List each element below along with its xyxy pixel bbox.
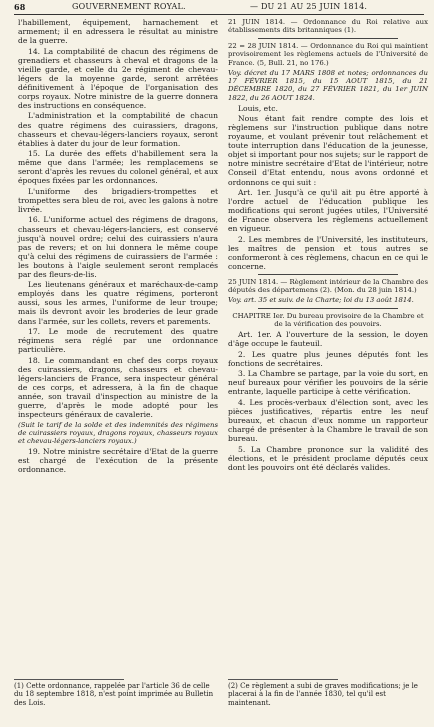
entry-25-juin-reference: Voy. art. 35 et suiv. de la Charte; loi du 13 août 1814.: [228, 296, 414, 305]
article-17: 17. Le mode de recrutement des quatre régimens sera réglé par une ordonnance particulière.: [18, 327, 218, 355]
page-number: 68: [14, 2, 26, 12]
article-16: 16. L'uniforme actuel des régimens de dragons, chasseurs et chevau-légers-lanciers, est conservé jusqu'à nouvel ordre; celui des cuirassiers n'aura pas de revers; et on lui donnera le même coupe qu'à celui des régimens de cuirassiers de l'armée : les boutons à l'aigle seulement seront remplacés par des fleurs-de-lis.: [18, 215, 218, 279]
article-1: Art. 1er. Jusqu'à ce qu'il ait pu être apporté à l'ordre actuel de l'éducation publique les modifications qui seront jugées utiles, l'Université de France observera les règlemens actuellement en vigueur.: [228, 188, 428, 234]
divider: [258, 274, 398, 275]
running-date: — DU 21 AU 25 JUIN 1814.: [250, 2, 368, 11]
article-15: 15. La durée des effets d'habillement sera la même que dans l'armée; les remplacemens se seront d'après les revues du colonel général, et aux époques fixées par les ordonnances.: [18, 149, 218, 186]
page-header: [14, 2, 424, 14]
reglement-article-1: Art. 1er. A l'ouverture de la session, le doyen d'âge occupe le fauteuil.: [228, 330, 428, 349]
divider: [258, 38, 398, 39]
footnote-rule: [228, 679, 338, 680]
reglement-article-3: 3. La Chambre se partage, par la voie du sort, en neuf bureaux pour vérifier les pouvoirs de la série entrante, laquelle participe à cette vérification.: [228, 369, 428, 397]
reglement-article-2: 2. Les quatre plus jeunes députés font les fonctions de secrétaires.: [228, 349, 428, 368]
article-2: 2. Les membres de l'Université, les instituteurs, les maîtres de pension et tous autres se conformeront à ces règlemens, chacun en ce qui le concerne.: [228, 234, 428, 271]
footnote-1: (1) Cette ordonnance, rappelée par l'article 36 de celle du 18 septembre 1818, n'est point imprimée au Bulletin des Lois.: [14, 682, 214, 707]
paragraph: l'habillement, équipement, harnachement et armement; il en adressera le résultat au ministre de la guerre.: [18, 18, 218, 46]
running-title: GOUVERNEMENT ROYAL.: [72, 2, 186, 11]
article-14: 14. La comptabilité de chacun des régimens de grenadiers et chasseurs à cheval et dragons de la vieille garde, et celle du 2e régiment de chevau-légers de la moyenne garde, seront arrêtées définitivement à l'époque de l'organisation des corps royaux. Notre ministre de la guerre donnera des instructions en conséquence.: [18, 46, 218, 110]
entry-22-juin-title: 22 = 28 JUIN 1814. — Ordonnance du Roi qui maintient provisoirement les règlemens actuels de l'Université de France. (5, Bull. 21, no 176.): [228, 41, 428, 67]
header-rule: [14, 14, 424, 15]
preamble: Nous étant fait rendre compte des lois et règlemens sur l'instruction publique dans notre royaume, et voulant prévenir tout relâchement et toute interruption dans l'éducation de la jeunesse, objet si important pour nos sujets; sur le rapport de notre ministre secrétaire d'Etat de l'intérieur, notre Conseil d'Etat entendu, nous avons ordonné et ordonnons ce qui suit :: [228, 114, 428, 187]
article-18: 18. Le commandant en chef des corps royaux des cuirassiers, dragons, chasseurs et chevau-légers-lanciers de France, sera inspecteur général de ces corps, et adressera, à la fin de chaque année, son travail d'inspection au ministre de la guerre, d'après le mode adopté pour les inspecteurs généraux de cavalerie.: [18, 355, 218, 419]
reglement-article-4: 4. Les procès-verbaux d'élection sont, avec les pièces justificatives, répartis entre les neuf bureaux, et chacun d'eux nomme un rapporteur chargé de présenter à la Chambre le travail de son bureau.: [228, 397, 428, 444]
chapter-heading: CHAPITRE Ier. Du bureau provisoire de la Chambre et de la vérification des pouvoirs.: [232, 311, 424, 329]
footnote-rule: [14, 679, 124, 680]
right-column: [228, 18, 428, 473]
paragraph: Les lieutenans généraux et maréchaux-de-camp employés dans les quatre régimens, porteront aussi, sous les armes, l'uniforme de leur troupe; mais ils devront avoir les broderies de leur grade dans l'armée, sur les collets, revers et parements.: [18, 280, 218, 326]
reglement-article-5: 5. La Chambre prononce sur la validité des élections, et le président proclame députés ceux dont les pouvoirs ont été déclarés valides.: [228, 444, 428, 472]
article-19: 19. Notre ministre secrétaire d'Etat de la guerre est chargé de l'exécution de la présente ordonnance.: [18, 447, 218, 475]
entry-25-juin-title: 25 JUIN 1814. — Règlement intérieur de la Chambre des députés des départemens (2). (Mon. du 28 juin 1814.): [228, 278, 428, 295]
paragraph: L'uniforme des brigadiers-trompettes et trompettes sera bleu de roi, avec les galons à notre livrée.: [18, 186, 218, 214]
footnote-2: (2) Ce règlement a subi de graves modifications; je le placerai à la fin de l'année 1830, tel qu'il est maintenant.: [228, 682, 418, 707]
entry-21-juin: 21 JUIN 1814. — Ordonnance du Roi relative aux établissements dits britanniques (1).: [228, 18, 428, 35]
paragraph: L'administration et la comptabilité de chacun des quatre régimens des cuirassiers, dragons, chasseurs et chevau-légers-lanciers royaux, seront établies à dater du jour de leur formation.: [18, 111, 218, 148]
divider: [258, 308, 398, 309]
left-column: [18, 18, 218, 476]
tariff-note: (Suit le tarif de la solde et des indemnités des régimens de cuirassiers royaux, dragons royaux, chasseurs royaux et chevau-légers-lanciers royaux.): [18, 420, 218, 446]
signature: Louis, etc.: [238, 103, 278, 113]
entry-22-juin-reference: Voy. décret du 17 MARS 1808 et notes; ordonnances du 17 FÉVRIER 1815, du 15 AOUT 1815, du 21 DÉCEMBRE 1820, du 27 FÉVRIER 1821, du 1er JUIN 1822, du 26 AOUT 1824.: [228, 68, 428, 102]
